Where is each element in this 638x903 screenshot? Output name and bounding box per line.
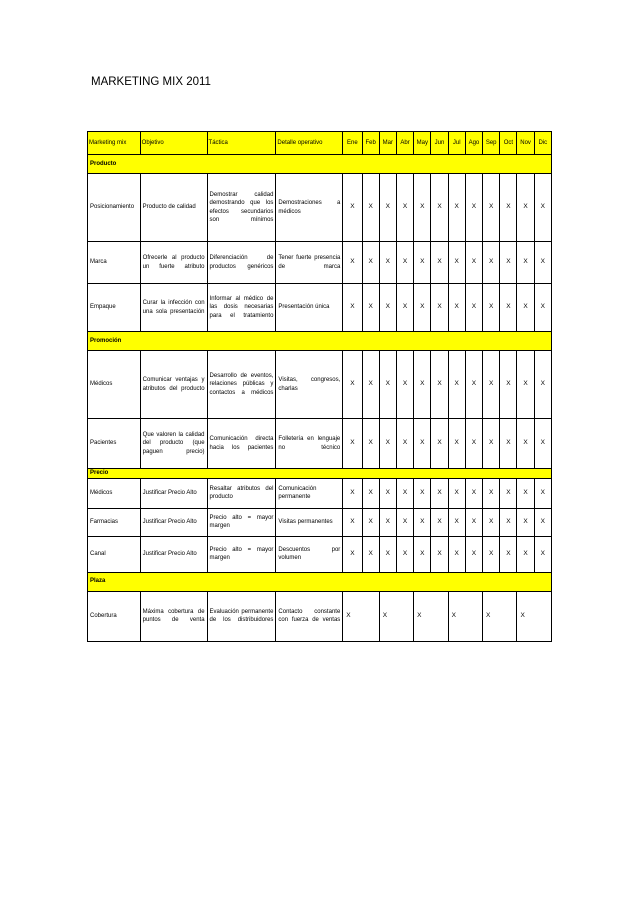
month-mark: X	[396, 419, 413, 469]
month-mark: X	[500, 284, 517, 332]
month-mark: X	[534, 174, 551, 242]
month-mark: X	[483, 351, 500, 419]
month-mark: X	[448, 242, 465, 284]
month-mark: X	[343, 591, 379, 641]
month-mark: X	[465, 284, 482, 332]
cell-objetivo: Máxima cobertura de puntos de venta	[140, 591, 207, 641]
cell-objetivo: Curar la infección con una sola presentación	[140, 284, 207, 332]
month-mark: X	[414, 419, 431, 469]
cell-mix: Empaque	[88, 284, 141, 332]
cell-mix: Pacientes	[88, 419, 141, 469]
month-mark: X	[483, 242, 500, 284]
header-row	[88, 132, 552, 155]
cell-detalle: Visitas permanentes	[276, 508, 343, 536]
header-tactica: Táctica	[207, 132, 276, 155]
cell-mix: Marca	[88, 242, 141, 284]
month-mark: X	[431, 351, 448, 419]
month-mark: X	[343, 478, 362, 508]
month-mark: X	[362, 508, 379, 536]
month-mark: X	[448, 351, 465, 419]
header-month: Sep	[483, 132, 500, 155]
month-mark: X	[362, 478, 379, 508]
month-mark: X	[517, 351, 534, 419]
month-mark: X	[414, 591, 448, 641]
month-mark: X	[431, 508, 448, 536]
month-mark: X	[500, 242, 517, 284]
month-mark: X	[517, 478, 534, 508]
month-mark: X	[517, 419, 534, 469]
month-mark: X	[431, 242, 448, 284]
month-mark: X	[483, 284, 500, 332]
month-mark: X	[343, 174, 362, 242]
month-mark: X	[379, 351, 396, 419]
month-mark: X	[362, 284, 379, 332]
month-mark: X	[483, 591, 517, 641]
cell-tactica: Demostrar calidad demostrando que los efectos secundarios son mínimos	[207, 174, 276, 242]
cell-detalle: Comunicación permanente	[276, 478, 343, 508]
header-month: Abr	[396, 132, 413, 155]
month-mark: X	[379, 419, 396, 469]
cell-tactica: Precio alto = mayor margen	[207, 536, 276, 572]
month-mark: X	[534, 536, 551, 572]
cell-objetivo: Ofrecerle al producto un fuerte atributo	[140, 242, 207, 284]
cell-detalle: Folletería en lenguaje no técnico	[276, 419, 343, 469]
month-mark: X	[534, 419, 551, 469]
month-mark: X	[534, 351, 551, 419]
month-mark: X	[343, 284, 362, 332]
month-mark: X	[448, 508, 465, 536]
month-mark: X	[483, 478, 500, 508]
header-month: Ago	[465, 132, 482, 155]
month-mark: X	[396, 242, 413, 284]
month-mark: X	[483, 174, 500, 242]
month-mark: X	[396, 478, 413, 508]
header-month: Oct	[500, 132, 517, 155]
month-mark: X	[379, 536, 396, 572]
month-mark: X	[379, 508, 396, 536]
section-row-plaza	[88, 572, 552, 591]
month-mark: X	[396, 508, 413, 536]
month-mark: X	[396, 536, 413, 572]
month-mark: X	[465, 419, 482, 469]
cell-objetivo: Comunicar ventajas y atributos del producto	[140, 351, 207, 419]
month-mark: X	[379, 284, 396, 332]
month-mark: X	[396, 284, 413, 332]
month-mark: X	[343, 508, 362, 536]
month-mark: X	[534, 242, 551, 284]
header-month: Dic	[534, 132, 551, 155]
header-month: Jul	[448, 132, 465, 155]
header-month: Nov	[517, 132, 534, 155]
section-label: Promoción	[88, 332, 552, 351]
month-mark: X	[343, 419, 362, 469]
month-mark: X	[500, 174, 517, 242]
cell-detalle: Descuentos por volumen	[276, 536, 343, 572]
month-mark: X	[379, 174, 396, 242]
header-month: Mar	[379, 132, 396, 155]
month-mark: X	[465, 536, 482, 572]
table-row	[88, 351, 552, 419]
table-row	[88, 174, 552, 242]
section-label: Plaza	[88, 572, 552, 591]
month-mark: X	[414, 284, 431, 332]
month-mark: X	[414, 536, 431, 572]
month-mark: X	[431, 284, 448, 332]
month-mark: X	[517, 591, 552, 641]
month-mark: X	[448, 591, 482, 641]
month-mark: X	[448, 174, 465, 242]
month-mark: X	[500, 508, 517, 536]
month-mark: X	[517, 242, 534, 284]
cell-mix: Posicionamiento	[88, 174, 141, 242]
section-label: Producto	[88, 155, 552, 174]
table-row	[88, 284, 552, 332]
month-mark: X	[379, 242, 396, 284]
table-row	[88, 536, 552, 572]
month-mark: X	[396, 351, 413, 419]
cell-mix: Farmacias	[88, 508, 141, 536]
cell-objetivo: Que valoren la calidad del producto (que paguen precio)	[140, 419, 207, 469]
table-row	[88, 242, 552, 284]
cell-mix: Médicos	[88, 478, 141, 508]
cell-tactica: Desarrollo de eventos, relaciones públicas y contactos a médicos	[207, 351, 276, 419]
month-mark: X	[414, 174, 431, 242]
month-mark: X	[414, 351, 431, 419]
marketing-mix-table	[87, 131, 552, 642]
month-mark: X	[483, 536, 500, 572]
cell-mix: Cobertura	[88, 591, 141, 641]
cell-objetivo: Justificar Precio Alto	[140, 536, 207, 572]
cell-mix: Canal	[88, 536, 141, 572]
cell-objetivo: Justificar Precio Alto	[140, 508, 207, 536]
month-mark: X	[465, 351, 482, 419]
month-mark: X	[483, 508, 500, 536]
month-mark: X	[517, 508, 534, 536]
cell-detalle: Tener fuerte presencia de marca	[276, 242, 343, 284]
month-mark: X	[362, 174, 379, 242]
month-mark: X	[431, 478, 448, 508]
document-title: MARKETING MIX 2011	[91, 76, 211, 88]
table-row	[88, 419, 552, 469]
header-mix: Marketing mix	[88, 132, 141, 155]
cell-tactica: Diferenciación de productos genéricos	[207, 242, 276, 284]
cell-tactica: Resaltar atributos del producto	[207, 478, 276, 508]
month-mark: X	[465, 508, 482, 536]
month-mark: X	[414, 508, 431, 536]
month-mark: X	[414, 242, 431, 284]
header-detalle: Detalle operativo	[276, 132, 343, 155]
cell-tactica: Comunicación directa hacia los pacientes	[207, 419, 276, 469]
cell-detalle: Visitas, congresos, charlas	[276, 351, 343, 419]
section-row-producto	[88, 155, 552, 174]
month-mark: X	[431, 536, 448, 572]
table-row	[88, 591, 552, 641]
cell-tactica: Precio alto = mayor margen	[207, 508, 276, 536]
header-month: Jun	[431, 132, 448, 155]
table-row	[88, 508, 552, 536]
month-mark: X	[379, 478, 396, 508]
header-objetivo: Objetivo	[140, 132, 207, 155]
cell-detalle: Contacto constante con fuerza de ventas	[276, 591, 343, 641]
cell-tactica: Informar al médico de las dosis necesarias para el tratamiento	[207, 284, 276, 332]
header-month: Feb	[362, 132, 379, 155]
month-mark: X	[414, 478, 431, 508]
cell-detalle: Demostraciones a médicos	[276, 174, 343, 242]
month-mark: X	[534, 508, 551, 536]
month-mark: X	[534, 284, 551, 332]
month-mark: X	[362, 242, 379, 284]
month-mark: X	[517, 536, 534, 572]
month-mark: X	[483, 419, 500, 469]
month-mark: X	[362, 351, 379, 419]
month-mark: X	[379, 591, 413, 641]
month-mark: X	[465, 242, 482, 284]
month-mark: X	[517, 284, 534, 332]
month-mark: X	[431, 174, 448, 242]
month-mark: X	[517, 174, 534, 242]
month-mark: X	[431, 419, 448, 469]
month-mark: X	[362, 536, 379, 572]
table-row	[88, 478, 552, 508]
section-label: Precio	[88, 469, 552, 479]
month-mark: X	[343, 351, 362, 419]
month-mark: X	[534, 478, 551, 508]
month-mark: X	[362, 419, 379, 469]
month-mark: X	[343, 242, 362, 284]
month-mark: X	[396, 174, 413, 242]
month-mark: X	[448, 478, 465, 508]
month-mark: X	[448, 419, 465, 469]
month-mark: X	[500, 351, 517, 419]
cell-objetivo: Justificar Precio Alto	[140, 478, 207, 508]
cell-detalle: Presentación única	[276, 284, 343, 332]
month-mark: X	[500, 419, 517, 469]
section-row-precio	[88, 469, 552, 479]
cell-tactica: Evaluación permanente de los distribuidores	[207, 591, 276, 641]
month-mark: X	[448, 284, 465, 332]
cell-mix: Médicos	[88, 351, 141, 419]
month-mark: X	[500, 536, 517, 572]
month-mark: X	[343, 536, 362, 572]
month-mark: X	[465, 478, 482, 508]
month-mark: X	[465, 174, 482, 242]
cell-objetivo: Producto de calidad	[140, 174, 207, 242]
month-mark: X	[448, 536, 465, 572]
month-mark: X	[500, 478, 517, 508]
header-month: May	[414, 132, 431, 155]
header-month: Ene	[343, 132, 362, 155]
section-row-promocion	[88, 332, 552, 351]
